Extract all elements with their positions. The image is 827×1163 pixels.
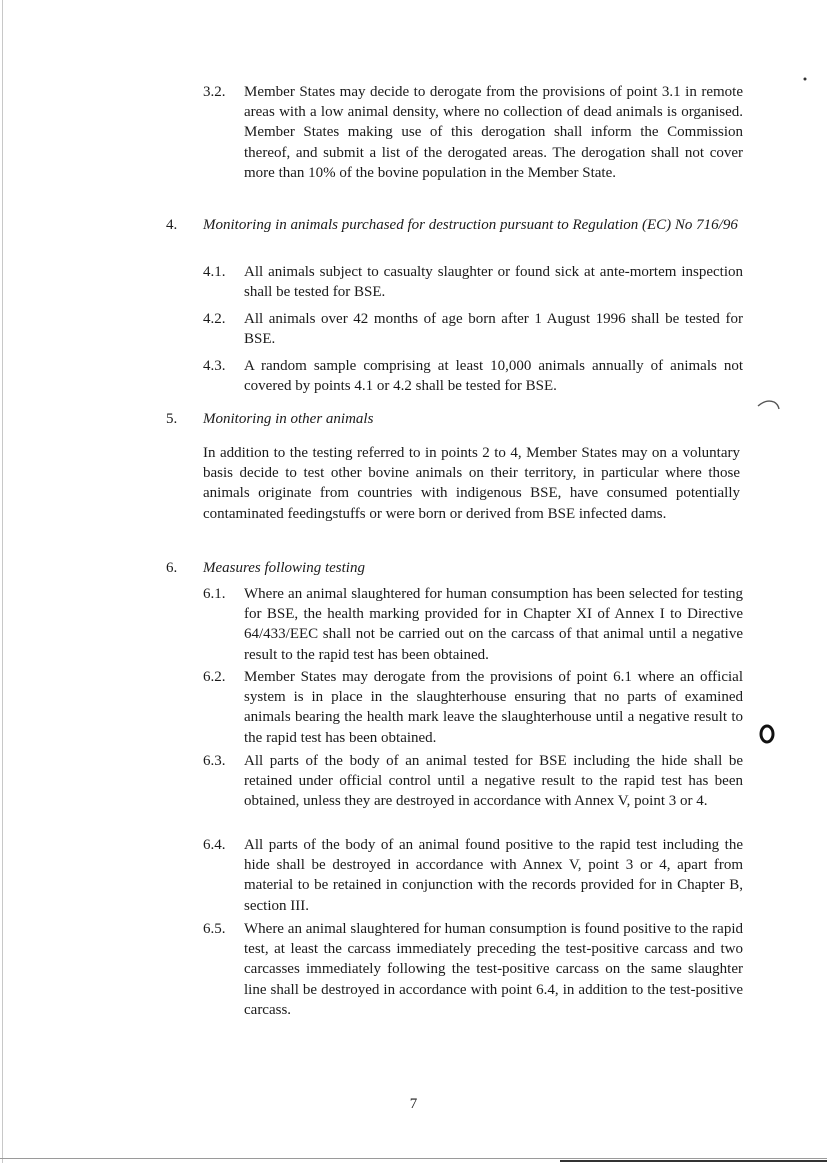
item-number: 4.3. bbox=[203, 358, 226, 374]
section-4-number: 4. bbox=[166, 217, 178, 233]
punch-hole-icon bbox=[757, 724, 777, 744]
scan-dot-icon bbox=[802, 76, 808, 82]
item-number: 6.3. bbox=[203, 753, 226, 769]
item-6-2 bbox=[203, 667, 743, 748]
item-text: Where an animal slaughtered for human consumption has been selected for testing for BSE, the health marking provided for in Chapter XI of Annex I to Directive 64/433/EEC shall not be carried out on the carcass of that animal until a negative result to the rapid test has been obtained. bbox=[244, 586, 743, 663]
item-number: 4.2. bbox=[203, 311, 226, 327]
item-text: All animals subject to casualty slaughter or found sick at ante-mortem inspection shall be tested for BSE. bbox=[244, 264, 743, 301]
item-number: 4.1. bbox=[203, 264, 226, 280]
item-number: 6.1. bbox=[203, 586, 226, 602]
section-6-number: 6. bbox=[166, 560, 178, 576]
scan-bottom-shadow bbox=[560, 1160, 827, 1162]
section-4-title: Monitoring in animals purchased for destruction pursuant to Regulation (EC) No 716/96 bbox=[203, 217, 738, 233]
item-text: A random sample comprising at least 10,000 animals annually of animals not covered by points 4.1 or 4.2 shall be tested for BSE. bbox=[244, 358, 743, 395]
item-number: 6.4. bbox=[203, 837, 226, 853]
item-6-1 bbox=[203, 584, 743, 665]
section-6-title: Measures following testing bbox=[203, 560, 365, 576]
item-6-4 bbox=[203, 835, 743, 916]
item-number: 6.2. bbox=[203, 669, 226, 685]
section-5-paragraph: In addition to the testing referred to in points 2 to 4, Member States may on a voluntary basis decide to test other bovine animals on their territory, in particular where those animals originate from countries with indigenous BSE, have consumed potentially contaminated feedingstuffs or were born or derived from BSE infected dams. bbox=[203, 445, 740, 522]
item-text: All parts of the body of an animal tested for BSE including the hide shall be retained under official control until a negative result to the rapid test has been obtained, unless they are destroyed in accordance with Annex V, point 3 or 4. bbox=[244, 753, 743, 810]
item-3-2 bbox=[203, 82, 743, 183]
item-number: 6.5. bbox=[203, 921, 226, 937]
item-4-3 bbox=[203, 356, 743, 396]
item-4-2 bbox=[203, 309, 743, 349]
item-6-3 bbox=[203, 751, 743, 812]
item-text: Member States may decide to derogate from the provisions of point 3.1 in remote areas with a low animal density, where no collection of dead animals is organised. Member States making use of this derogation shall inform the Commission thereof, and submit a list of the derogated areas. The derogation shall not cover more than 10% of the bovine population in the Member State. bbox=[244, 84, 743, 181]
item-text: All animals over 42 months of age born after 1 August 1996 shall be tested for BSE. bbox=[244, 311, 743, 348]
item-number: 3.2. bbox=[203, 84, 226, 100]
page-number: 7 bbox=[409, 1096, 418, 1112]
scan-bottom-edge bbox=[0, 1158, 827, 1159]
item-text: Where an animal slaughtered for human consumption is found positive to the rapid test, at least the carcass immediately preceding the test-positive carcass and two carcasses immediately following the test-positive carcass on the same slaughter line shall be destroyed in accordance with point 6.4, in addition to the test-positive carcass. bbox=[244, 921, 743, 1018]
scan-mark-icon bbox=[756, 398, 782, 412]
scan-left-edge bbox=[2, 0, 3, 1163]
item-text: All parts of the body of an animal found positive to the rapid test including the hide shall be destroyed in accordance with Annex V, point 3 or 4, apart from material to be retained in conjunction with the records provided for in Chapter B, section III. bbox=[244, 837, 743, 914]
item-6-5 bbox=[203, 919, 743, 1020]
section-5-title: Monitoring in other animals bbox=[203, 411, 374, 427]
item-4-1 bbox=[203, 262, 743, 302]
item-text: Member States may derogate from the provisions of point 6.1 where an official system is in place in the slaughterhouse ensuring that no parts of examined animals bearing the health mark leave the slaughterhouse until a negative result to the rapid test has been obtained. bbox=[244, 669, 743, 746]
section-5-number: 5. bbox=[166, 411, 178, 427]
